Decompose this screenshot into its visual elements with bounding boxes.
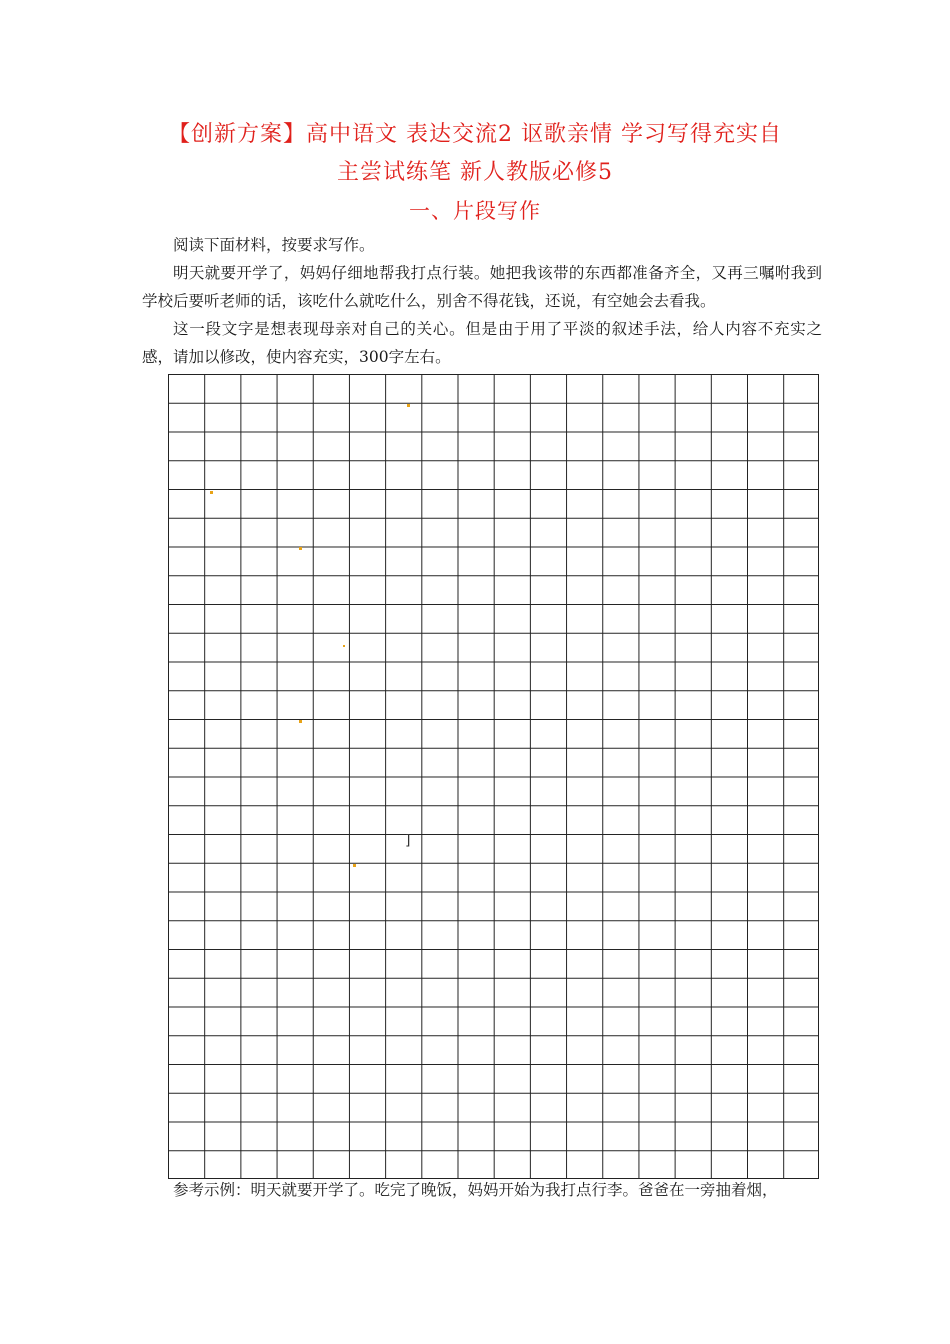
ink-speck (299, 547, 302, 550)
ink-speck (210, 491, 213, 494)
instruction-paragraph: 阅读下面材料，按要求写作。 (173, 236, 375, 254)
reference-example: 参考示例：明天就要开学了。吃完了晚饭，妈妈开始为我打点行李。爸爸在一旁抽着烟， (173, 1181, 778, 1199)
writing-grid (168, 374, 819, 1179)
ink-speck (353, 864, 356, 867)
ink-speck (407, 404, 410, 407)
ink-speck (343, 645, 345, 647)
section-heading: 一、片段写作 (409, 199, 541, 223)
material-paragraph: 明天就要开学了，妈妈仔细地帮我打点行装。她把我该带的东西都准备齐全，又再三嘱咐我到学校后要听老师的话，该吃什么就吃什么，别舍不得花钱，还说，有空她会去看我。 (142, 264, 822, 310)
document-title-line-1: 【创新方案】高中语文 表达交流2 讴歌亲情 学习写得充实自 (168, 122, 782, 147)
stray-mark: ] (405, 833, 411, 849)
task-paragraph: 这一段文字是想表现母亲对自己的关心。但是由于用了平淡的叙述手法，给人内容不充实之感，请加以修改，使内容充实，300字左右。 (142, 320, 822, 366)
document-title-line-2: 主尝试练笔 新人教版必修5 (337, 160, 613, 185)
ink-speck (299, 720, 302, 723)
